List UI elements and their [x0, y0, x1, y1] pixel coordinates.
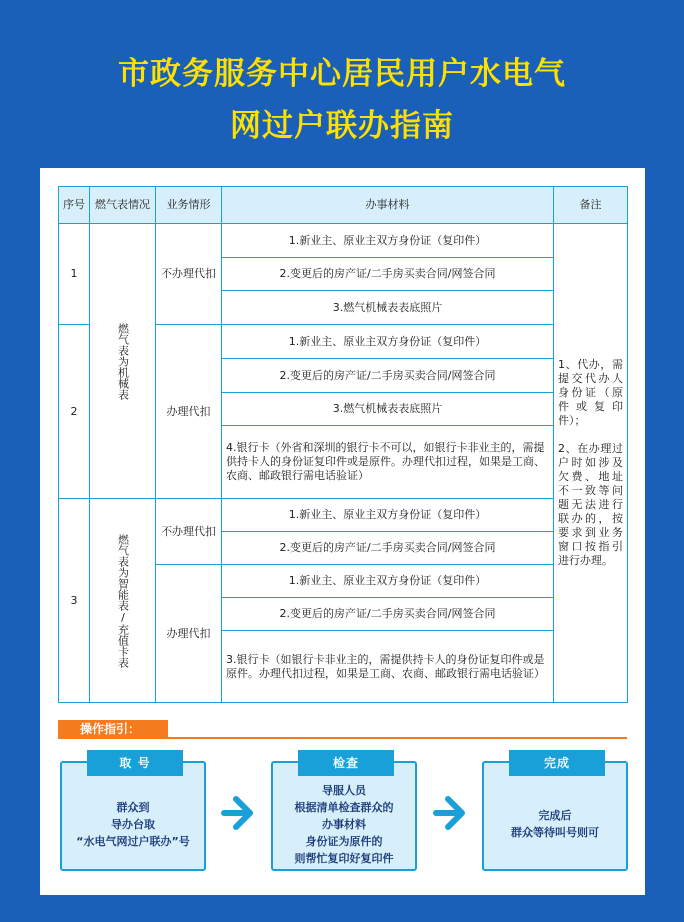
table-row [59, 499, 628, 532]
row-no: 2 [59, 325, 90, 499]
meter-mechanical-cell [90, 224, 156, 499]
material-item: 3.燃气机械表表底照片 [222, 291, 554, 325]
arrow-right-icon [432, 793, 468, 833]
step-head: 检查 [298, 750, 394, 776]
material-item: 1.新业主、原业主双方身份证（复印件） [222, 224, 554, 258]
step-check [271, 756, 417, 871]
arrow-right-icon [220, 793, 256, 833]
material-item: 3.燃气机械表表底照片 [222, 393, 554, 426]
step-complete [482, 756, 628, 871]
table-row [59, 224, 628, 258]
step-head: 完成 [509, 750, 605, 776]
header-meter: 燃气表情况 [90, 187, 156, 224]
material-item: 3.银行卡（如银行卡非业主的，需提供持卡人的身份证复印件或是原件。办理代扣过程，如果是工商、农商、邮政银行需电话验证） [222, 631, 554, 703]
step-body: 完成后 群众等待叫号则可 [511, 809, 599, 839]
row-no: 3 [59, 499, 90, 703]
material-item: 2.变更后的房产证/二手房买卖合同/网签合同 [222, 532, 554, 565]
material-item: 1.新业主、原业主双方身份证（复印件） [222, 499, 554, 532]
material-item: 1.新业主、原业主双方身份证（复印件） [222, 325, 554, 359]
material-item: 2.变更后的房产证/二手房买卖合同/网签合同 [222, 598, 554, 631]
operation-guide-tag: 操作指引： [58, 720, 168, 738]
business-cell: 不办理代扣 [156, 224, 222, 325]
remark-text: 1、代办，需提交代办人身份证（原件或复印件）； 2、在办理过户时如涉及欠费、地址不一致等问题无法进行联办的，按要求到业务窗口按指引进行办理。 [558, 358, 623, 567]
page-title-line1: 市政务服务中心居民用户水电气 [118, 56, 566, 92]
header-materials: 办事材料 [222, 187, 554, 224]
material-item: 1.新业主、原业主双方身份证（复印件） [222, 565, 554, 598]
material-item: 4.银行卡（外省和深圳的银行卡不可以，如银行卡非业主的，需提供持卡人的身份证复印件或是原件。办理代扣过程，如果是工商、农商、邮政银行需电话验证） [222, 426, 554, 499]
materials-table [58, 186, 628, 703]
step-head: 取 号 [87, 750, 183, 776]
table-header-row [59, 187, 628, 224]
content-panel [40, 168, 645, 895]
material-item: 2.变更后的房产证/二手房买卖合同/网签合同 [222, 258, 554, 291]
meter-smart-label: 燃气表为智能表/充值卡表 [116, 533, 130, 668]
step-body: 导服人员 根据清单检查群众的 办事材料 身份证为原件的 则帮忙复印好复印件 [294, 783, 394, 865]
material-item: 2.变更后的房产证/二手房买卖合同/网签合同 [222, 359, 554, 393]
meter-mechanical-label: 燃气表为机械表 [116, 322, 130, 400]
remark-cell [554, 224, 628, 703]
header-business: 业务情形 [156, 187, 222, 224]
business-cell: 办理代扣 [156, 565, 222, 703]
step-body: 群众到 导办台取 “水电气网过户联办”号 [76, 800, 190, 848]
meter-smart-cell [90, 499, 156, 703]
operation-guide-divider [58, 737, 627, 739]
page-title-line2: 网过户联办指南 [230, 108, 454, 144]
header-remark: 备注 [554, 187, 628, 224]
business-cell: 不办理代扣 [156, 499, 222, 565]
header-no: 序号 [59, 187, 90, 224]
row-no: 1 [59, 224, 90, 325]
business-cell: 办理代扣 [156, 325, 222, 499]
step-take-number [60, 756, 206, 871]
